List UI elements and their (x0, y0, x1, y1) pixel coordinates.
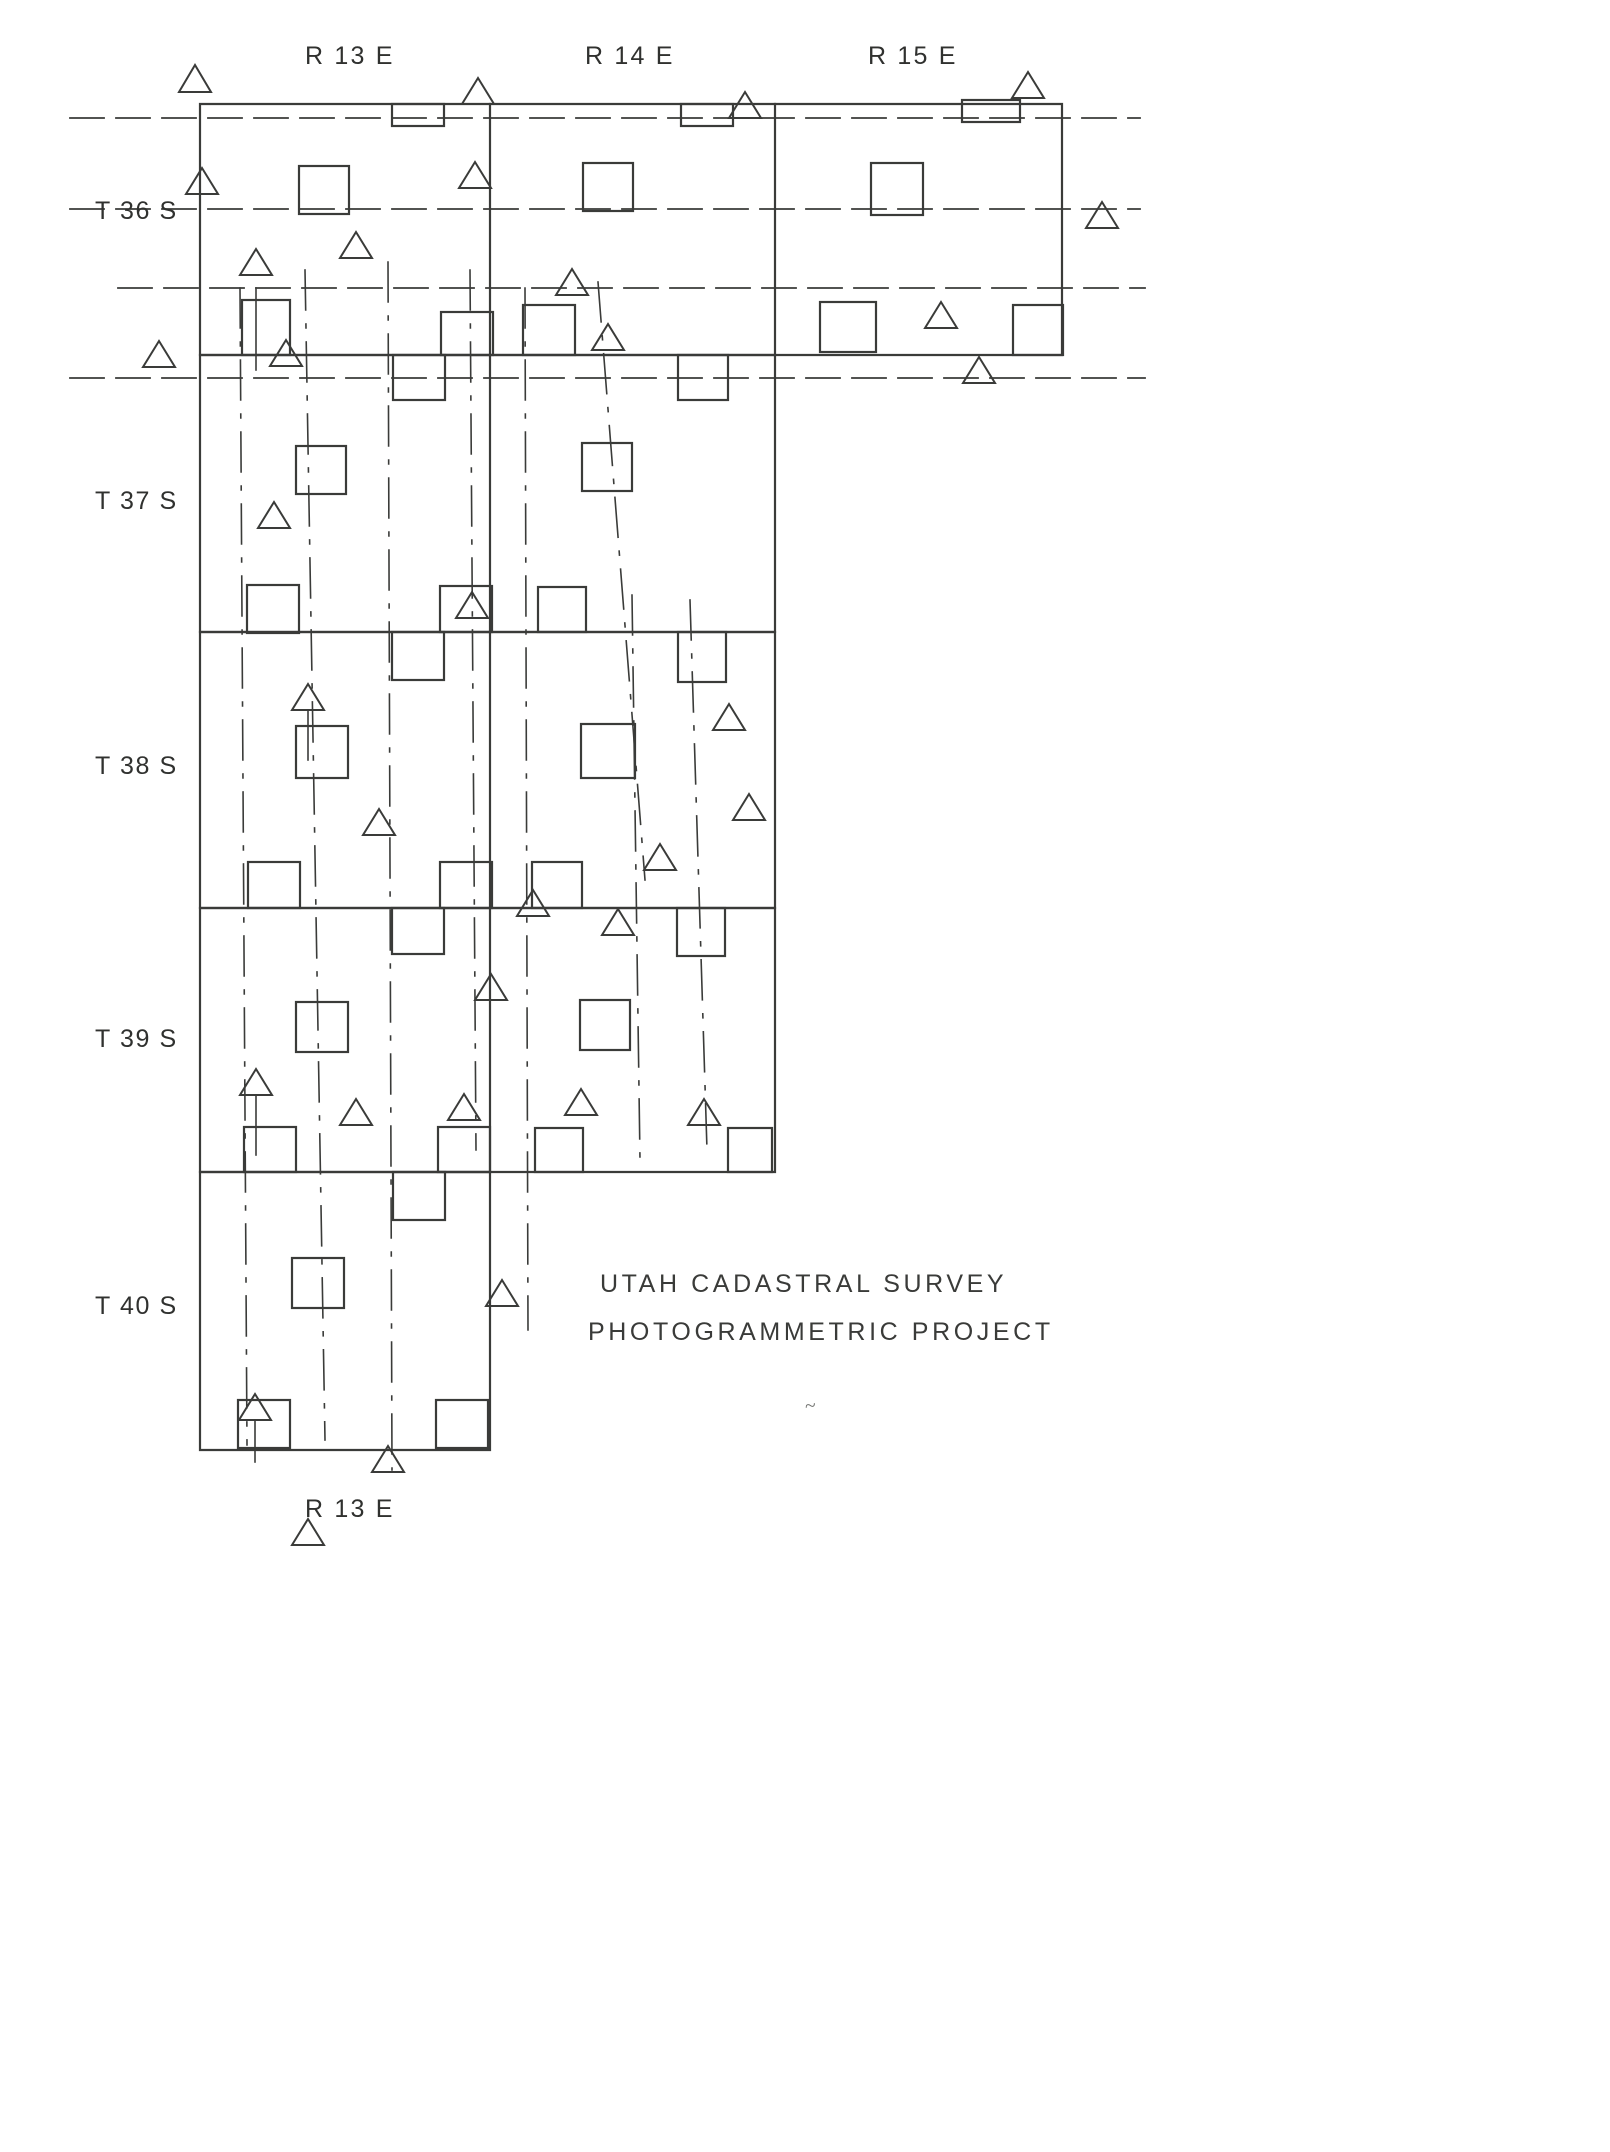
township-outline-row4 (200, 908, 775, 1172)
township-outline-row3 (200, 632, 775, 908)
map-title-line-1: UTAH CADASTRAL SURVEY (600, 1270, 1008, 1298)
section-squares (238, 100, 1063, 1448)
township-label-t38s: T 38 S (95, 752, 178, 780)
township-outline-row5 (200, 1172, 490, 1450)
township-label-t39s: T 39 S (95, 1025, 178, 1053)
township-outline-row2 (200, 355, 775, 632)
signature-mark: ~ (803, 1394, 819, 1418)
township-label-t37s: T 37 S (95, 487, 178, 515)
range-label-r13e-top: R 13 E (305, 42, 395, 70)
dashed-guide-lines (70, 118, 1145, 378)
township-label-t36s: T 36 S (95, 197, 178, 225)
range-label-r13e-bottom: R 13 E (305, 1495, 395, 1523)
map-title-line-2: PHOTOGRAMMETRIC PROJECT (588, 1318, 1054, 1346)
township-label-t40s: T 40 S (95, 1292, 178, 1320)
range-label-r14e-top: R 14 E (585, 42, 675, 70)
range-label-r15e-top: R 15 E (868, 42, 958, 70)
